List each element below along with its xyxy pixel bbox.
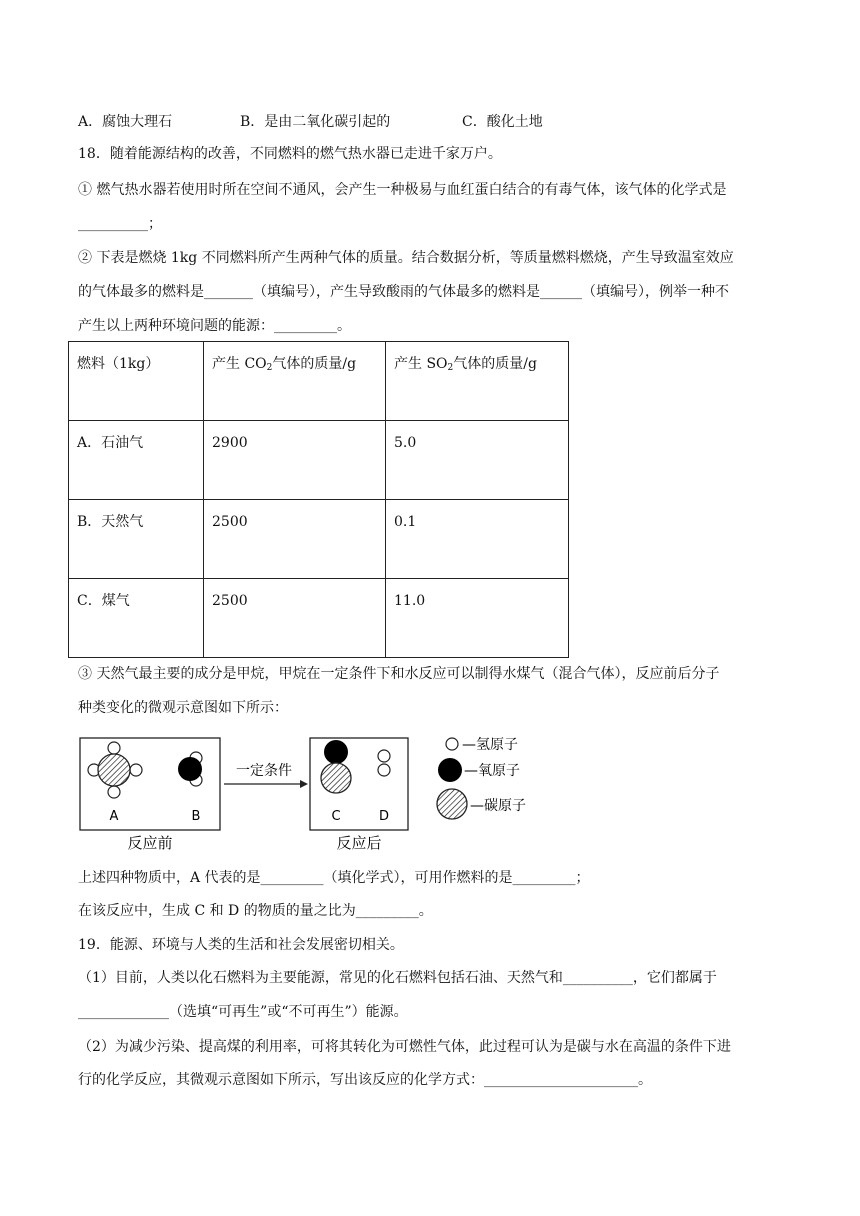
- cell-so2: 5.0: [386, 421, 569, 500]
- molecule-b-icon: [178, 752, 202, 786]
- legend-oxygen-icon: [438, 758, 462, 782]
- cell-co2: 2500: [204, 500, 386, 579]
- legend-hydrogen-label: —氢原子: [462, 737, 518, 753]
- q19-part2-line1: （2）为减少污染、提高煤的利用率，可将其转化为可燃性气体，此过程可认为是碳与水在高温的条件下进: [78, 1039, 731, 1055]
- q19-stem: 19．能源、环境与人类的生活和社会发展密切相关。: [78, 937, 404, 953]
- q18-part2-line3: 产生以上两种环境问题的能源：_________。: [78, 318, 351, 334]
- q18-stem: 18．随着能源结构的改善，不同燃料的燃气热水器已走进千家万户。: [78, 146, 502, 162]
- cell-so2: 11.0: [386, 579, 569, 658]
- label-d: D: [378, 809, 390, 824]
- arrow-condition-label: 一定条件: [236, 763, 292, 779]
- arrow-head-icon: [300, 780, 308, 788]
- q18-part1-line1: ① 燃气热水器若使用时所在空间不通风，会产生一种极易与血红蛋白结合的有毒气体，该气体的化学式是: [78, 182, 727, 198]
- q17-option-b: B．是由二氧化碳引起的: [240, 114, 391, 130]
- reaction-diagram-svg: [78, 730, 558, 860]
- q19-part2-line2: 行的化学反应，其微观示意图如下所示，写出该反应的化学方式：______________________。: [78, 1072, 652, 1088]
- cell-so2: 0.1: [386, 500, 569, 579]
- legend-oxygen-label: —氧原子: [464, 763, 520, 779]
- table-header-row: [69, 342, 569, 421]
- q18-part3-line2: 种类变化的微观示意图如下所示：: [78, 700, 288, 716]
- molecule-d-icon: [378, 750, 390, 776]
- q18-part4-line1: 上述四种物质中，A 代表的是_________（填化学式），可用作燃料的是_________；: [78, 870, 590, 886]
- legend-carbon-label: —碳原子: [470, 798, 526, 814]
- table-row: [69, 579, 569, 658]
- q17-option-a: A．腐蚀大理石: [78, 114, 173, 130]
- molecule-a-icon: [88, 742, 142, 798]
- legend-hydrogen-icon: [446, 738, 458, 750]
- reaction-diagram: [78, 730, 558, 860]
- label-after: 反应后: [336, 834, 382, 852]
- label-c: C: [331, 809, 341, 824]
- q18-part3-line1: ③ 天然气最主要的成分是甲烷，甲烷在一定条件下和水反应可以制得水煤气（混合气体），反应前后分子: [78, 666, 720, 682]
- q18-part1-line2: __________；: [78, 216, 162, 232]
- header-so2: 产生 $SO_2$气体的质量/g: [386, 342, 569, 421]
- fuel-emission-table: [68, 341, 569, 658]
- cell-co2: 2900: [204, 421, 386, 500]
- q18-part2-line1: ② 下表是燃烧 1kg 不同燃料所产生两种气体的质量。结合数据分析，等质量燃料燃烧，产生导致温室效应: [78, 250, 734, 266]
- q18-part4-line2: 在该反应中，生成 C 和 D 的物质的量之比为_________。: [78, 903, 433, 919]
- header-fuel: 燃料（1kg）: [69, 342, 204, 421]
- q19-part1-line2: _____________（选填“可再生”或“不可再生”）能源。: [78, 1004, 408, 1020]
- table-row: [69, 500, 569, 579]
- q17-option-c: C．酸化土地: [462, 114, 543, 130]
- label-a: A: [109, 809, 119, 824]
- legend-carbon-icon: [437, 789, 467, 819]
- q19-part1-line1: （1）目前，人类以化石燃料为主要能源，常见的化石燃料包括石油、天然气和__________，它们都属于: [78, 970, 717, 986]
- label-before: 反应前: [127, 834, 173, 852]
- label-b: B: [191, 809, 201, 824]
- cell-fuel: B．天然气: [69, 500, 204, 579]
- cell-fuel: C．煤气: [69, 579, 204, 658]
- cell-fuel: A．石油气: [69, 421, 204, 500]
- cell-co2: 2500: [204, 579, 386, 658]
- molecule-c-icon: [321, 740, 351, 793]
- q18-part2-line2: 的气体最多的燃料是_______（填编号），产生导致酸雨的气体最多的燃料是______（填编号），例举一种不: [78, 284, 729, 300]
- table-row: [69, 421, 569, 500]
- header-co2: 产生 $CO_2$气体的质量/g: [204, 342, 386, 421]
